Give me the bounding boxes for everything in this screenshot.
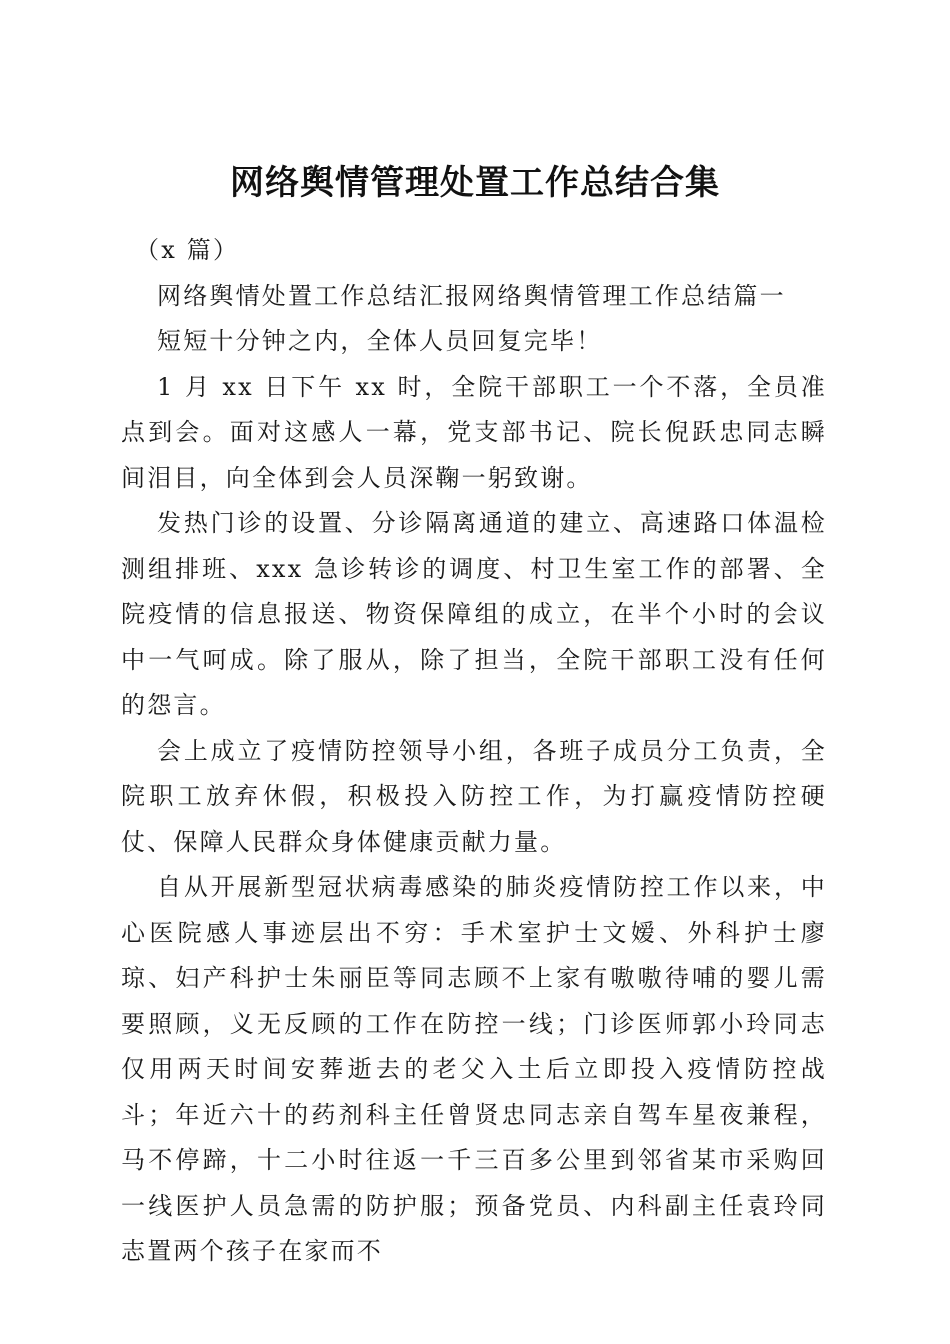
document-body bbox=[121, 228, 827, 1275]
paragraph: 自从开展新型冠状病毒感染的肺炎疫情防控工作以来，中心医院感人事迹层出不穷：手术室护士文嫒、外科护士廖琼、妇产科护士朱丽臣等同志顾不上家有嗷嗷待哺的婴儿需要照顾，义无反顾的工作在防控一线；门诊医师郭小玲同志仅用两天时间安葬逝去的老父入土后立即投入疫情防控战斗；年近六十的药剂科主任曾贤忠同志亲自驾车星夜兼程，马不停蹄，十二小时往返一千三百多公里到邻省某市采购回一线医护人员急需的防护服；预备党员、内科副主任袁玲同志置两个孩子在家而不 bbox=[121, 873, 827, 1265]
paragraph: 短短十分钟之内，全体人员回复完毕！ bbox=[157, 327, 603, 355]
paragraph: 发热门诊的设置、分诊隔离通道的建立、高速路口体温检测组排班、xxx 急诊转诊的调度、村卫生室工作的部署、全院疫情的信息报送、物资保障组的成立，在半个小时的会议中一气呵成。除了服从，除了担当，全院干部职工没有任何的怨言。 bbox=[121, 509, 827, 719]
paragraph: 会上成立了疫情防控领导小组，各班子成员分工负责，全院职工放弃休假，积极投入防控工作，为打赢疫情防控硬仗、保障人民群众身体健康贡献力量。 bbox=[121, 736, 827, 856]
paragraph-count-note: （x 篇） bbox=[135, 236, 240, 264]
paragraph-subtitle: 网络舆情处置工作总结汇报网络舆情管理工作总结篇一 bbox=[157, 281, 786, 310]
paragraph: 1 月 xx 日下午 xx 时，全院干部职工一个不落，全员准点到会。面对这感人一幕，党支部书记、院长倪跃忠同志瞬间泪目，向全体到会人员深鞠一躬致谢。 bbox=[121, 372, 827, 492]
document-title: 网络舆情管理处置工作总结合集 bbox=[230, 162, 720, 203]
